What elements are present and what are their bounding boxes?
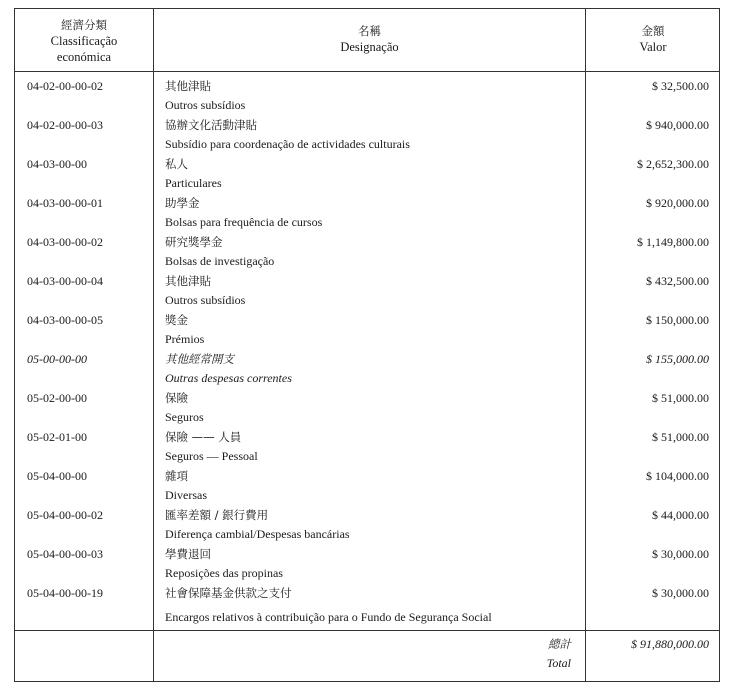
row-name-zh: 其他經常開支 xyxy=(165,352,234,366)
header-designation xyxy=(154,9,585,85)
row-name-pt: Diversas xyxy=(165,488,207,502)
row-name-pt: Seguros — Pessoal xyxy=(165,449,258,463)
row-name-zh: 保險 —— 人員 xyxy=(165,430,242,444)
row-value: $ 155,000.00 xyxy=(646,352,709,366)
row-name-zh: 雜項 xyxy=(165,469,188,483)
row-name-pt: Particulares xyxy=(165,176,222,190)
row-code: 05-02-01-00 xyxy=(27,430,87,444)
row-code: 04-02-00-00-02 xyxy=(27,79,103,93)
row-name-zh: 其他津貼 xyxy=(165,274,211,288)
header-value xyxy=(586,9,720,85)
row-code: 05-04-00-00-02 xyxy=(27,508,103,522)
header-classification-pt-2: económica xyxy=(56,50,112,64)
row-name-pt: Bolsas para frequência de cursos xyxy=(165,215,323,229)
row-name-zh: 社會保障基金供款之支付 xyxy=(165,586,292,600)
row-code: 05-00-00-00 xyxy=(27,352,87,366)
header-value-pt: Valor xyxy=(639,40,667,54)
row-code: 04-03-00-00-02 xyxy=(27,235,103,249)
column-divider xyxy=(585,9,586,681)
budget-table xyxy=(14,8,720,682)
total-label-pt: Total xyxy=(546,656,571,670)
header-classification-zh: 經濟分類 xyxy=(61,18,107,32)
row-value: $ 30,000.00 xyxy=(652,547,709,561)
row-code: 04-03-00-00-05 xyxy=(27,313,103,327)
total-value: $ 91,880,000.00 xyxy=(631,637,709,651)
total-label-zh: 總計 xyxy=(548,637,571,651)
row-name-zh: 私人 xyxy=(165,157,188,171)
row-code: 05-04-00-00 xyxy=(27,469,87,483)
row-value: $ 920,000.00 xyxy=(646,196,709,210)
row-name-pt: Outros subsídios xyxy=(165,293,246,307)
column-divider xyxy=(153,9,154,681)
row-name-zh: 助學金 xyxy=(165,196,200,210)
row-name-pt: Outras despesas correntes xyxy=(165,371,292,385)
row-value: $ 2,652,300.00 xyxy=(637,157,709,171)
row-name-pt: Subsídio para coordenação de actividades culturais xyxy=(165,137,410,151)
row-value: $ 51,000.00 xyxy=(652,430,709,444)
row-name-pt: Bolsas de investigação xyxy=(165,254,275,268)
row-value: $ 150,000.00 xyxy=(646,313,709,327)
row-name-pt: Diferença cambial/Despesas bancárias xyxy=(165,527,350,541)
row-value: $ 30,000.00 xyxy=(652,586,709,600)
header-classification xyxy=(15,9,153,79)
row-value: $ 104,000.00 xyxy=(646,469,709,483)
row-name-pt: Reposições das propinas xyxy=(165,566,283,580)
row-name-pt: Seguros xyxy=(165,410,204,424)
row-code: 04-03-00-00-04 xyxy=(27,274,103,288)
row-name-pt: Outros subsídios xyxy=(165,98,246,112)
row-name-zh: 研究獎學金 xyxy=(165,235,223,249)
row-name-zh: 獎金 xyxy=(165,313,188,327)
total-divider xyxy=(15,630,719,631)
row-code: 05-04-00-00-19 xyxy=(27,586,103,600)
header-designation-zh: 名稱 xyxy=(358,24,381,38)
row-name-zh: 協辦文化活動津貼 xyxy=(165,118,257,132)
row-code: 05-04-00-00-03 xyxy=(27,547,103,561)
row-name-zh: 保險 xyxy=(165,391,188,405)
row-code: 04-03-00-00-01 xyxy=(27,196,103,210)
row-code: 04-02-00-00-03 xyxy=(27,118,103,132)
row-name-pt: Encargos relativos à contribuição para o Fundo de Segurança Social xyxy=(165,610,492,624)
header-classification-pt-1: Classificação xyxy=(50,34,118,48)
row-name-zh: 學費退回 xyxy=(165,547,211,561)
row-value: $ 32,500.00 xyxy=(652,79,709,93)
header-value-zh: 金額 xyxy=(641,24,665,38)
row-code: 05-02-00-00 xyxy=(27,391,87,405)
row-name-pt: Prémios xyxy=(165,332,205,346)
row-value: $ 1,149,800.00 xyxy=(637,235,709,249)
header-designation-pt: Designação xyxy=(340,40,399,54)
row-value: $ 432,500.00 xyxy=(646,274,709,288)
row-name-zh: 其他津貼 xyxy=(165,79,211,93)
row-name-zh: 匯率差額 / 銀行費用 xyxy=(165,508,269,522)
row-value: $ 44,000.00 xyxy=(652,508,709,522)
row-value: $ 940,000.00 xyxy=(646,118,709,132)
row-code: 04-03-00-00 xyxy=(27,157,87,171)
row-value: $ 51,000.00 xyxy=(652,391,709,405)
